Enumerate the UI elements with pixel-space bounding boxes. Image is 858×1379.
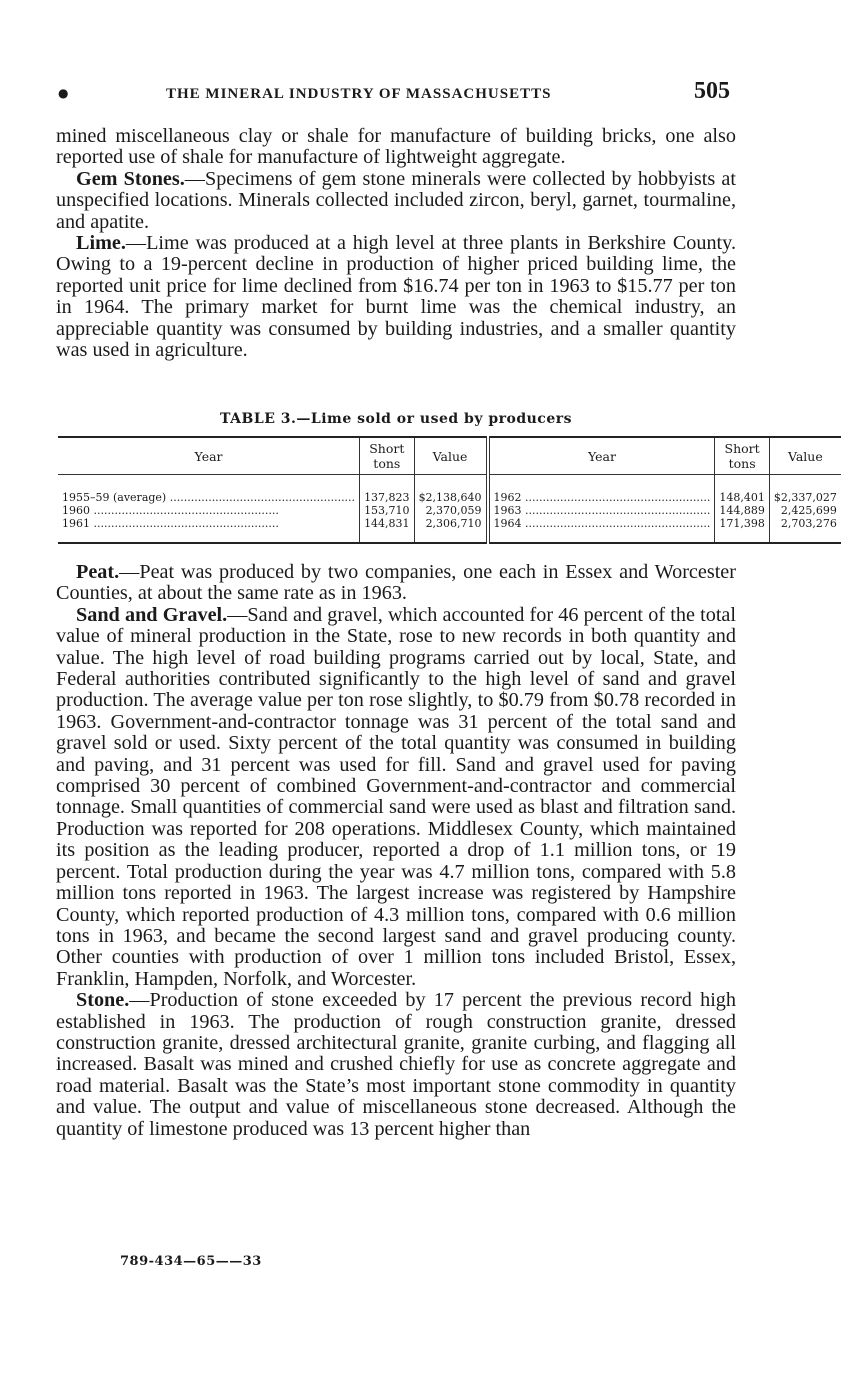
table-row <box>58 475 841 505</box>
table-row <box>58 504 841 517</box>
paragraph-text: —Sand and gravel, which accounted for 46 percent of the total value of mineral production in the State, rose to new records in both quantity and value. The high level of road building programs carried out by local, State, and Federal authorities contributed significantly to the high level of sand and gravel production. The average value per ton rose slightly, to $0.79 from $0.78 recorded in 1963. Government-and-contractor tonnage was 31 percent of the total sand and gravel sold or used. Sixty percent of the total quantity was consumed in building and paving, and 31 percent was used for fill. Sand and gravel used for paving comprised 30 percent of combined Government-and-contractor and commercial tonnage. Small quantities of commercial sand were used as blast and filtration sand. Production was reported for 208 operations. Middlesex County, which maintained its position as the leading producer, reported a drop of 1.1 million tons, or 19 percent. Total production during the year was 4.7 million tons, compared with 5.8 million tons reported in 1963. The largest increase was registered by Hampshire County, which reported production of 4.3 million tons, compared with 0.6 million tons in 1963, and became the second largest sand and gravel producing county. Other counties with production of over 1 million tons included Bristol, Essex, Franklin, Hampden, Norfolk, and Worcester. <box>56 603 736 990</box>
paragraph-clay <box>56 126 736 169</box>
paragraph-lime <box>56 233 736 361</box>
cell-value: 2,703,276 <box>769 517 840 543</box>
table-header-row <box>58 437 841 475</box>
paragraph-lead: Stone. <box>76 989 130 1012</box>
paragraph-text: —Peat was produced by two companies, one each in Essex and Worcester Counties, at about the same rate as in 1963. <box>56 561 736 605</box>
page-header <box>56 78 736 108</box>
cell-short-tons: 153,710 <box>360 504 415 517</box>
intro-text <box>56 126 736 361</box>
cell-short-tons: 148,401 <box>715 475 770 505</box>
col-header-short-tons: Short tons <box>715 437 770 475</box>
cell-value: $2,138,640 <box>414 475 487 505</box>
cell-year: 1960 ..... <box>58 504 360 517</box>
paragraph-lead: Peat. <box>76 561 120 583</box>
paragraph-sand-and-gravel <box>56 605 736 990</box>
paragraph-text: —Lime was produced at a high level at three plants in Berkshire County. Owing to a 19-percent decline in production of higher priced building lime, the reported unit price for lime declined from $16.74 per ton in 1963 to $15.77 per ton in 1964. The primary market for burnt lime was the chemical industry, an appreciable quantity was consumed by building industries, and a smaller quantity was used in agriculture. <box>56 232 736 362</box>
col-header-value: Value <box>414 437 487 475</box>
cell-value: 2,306,710 <box>414 517 487 543</box>
cell-value: $2,337,027 <box>769 475 840 505</box>
cell-year: 1964 ..... <box>488 517 715 543</box>
col-header-value: Value <box>769 437 840 475</box>
bullet-mark: ● <box>58 86 69 100</box>
paragraph-text: —Specimens of gem stone minerals were collected by hobbyists at unspecified locations. Minerals collected included zircon, beryl, garnet, tourmaline, and apatite. <box>56 167 736 233</box>
paragraph-lead: Gem Stones. <box>76 167 185 190</box>
cell-short-tons: 144,889 <box>715 504 770 517</box>
cell-year: 1962 ..... <box>488 475 715 505</box>
page-number: 505 <box>694 78 730 104</box>
cell-short-tons: 171,398 <box>715 517 770 543</box>
paragraph-stone <box>56 990 736 1140</box>
cell-year: 1961 ..... <box>58 517 360 543</box>
main-text <box>56 562 736 1140</box>
paragraph-peat <box>56 562 736 605</box>
table-row <box>58 517 841 543</box>
cell-year: 1963 ..... <box>488 504 715 517</box>
cell-value: 2,425,699 <box>769 504 840 517</box>
col-header-short-tons: Short tons <box>360 437 415 475</box>
paragraph-text: —Production of stone exceeded by 17 percent the previous record high established in 1963. The production of rough construction granite, dressed construction granite, dressed architectural granite, granite curbing, and flagging all increased. Basalt was mined and crushed chiefly for use as concrete aggregate and road material. Basalt was the State’s most important stone commodity in quantity and value. The output and value of miscellaneous stone decreased. Although the quantity of limestone produced was 13 percent higher than <box>56 989 736 1140</box>
print-code: 789-434—65——33 <box>120 1254 262 1269</box>
paragraph-gem-stones <box>56 169 736 233</box>
cell-year: 1955–59 (average) ..... <box>58 475 360 505</box>
paragraph-text: mined miscellaneous clay or shale for manufacture of building bricks, one also reported use of shale for manufacture of lightweight aggregate. <box>56 125 736 169</box>
lime-table <box>58 436 841 544</box>
col-header-year: Year <box>488 437 715 475</box>
cell-short-tons: 137,823 <box>360 475 415 505</box>
paragraph-lead: Lime. <box>76 232 126 255</box>
paragraph-lead: Sand and Gravel. <box>76 603 228 626</box>
table-caption: TABLE 3.—Lime sold or used by producers <box>220 411 572 427</box>
cell-value: 2,370,059 <box>414 504 487 517</box>
running-title: THE MINERAL INDUSTRY OF MASSACHUSETTS <box>166 86 552 102</box>
cell-short-tons: 144,831 <box>360 517 415 543</box>
col-header-year: Year <box>58 437 360 475</box>
